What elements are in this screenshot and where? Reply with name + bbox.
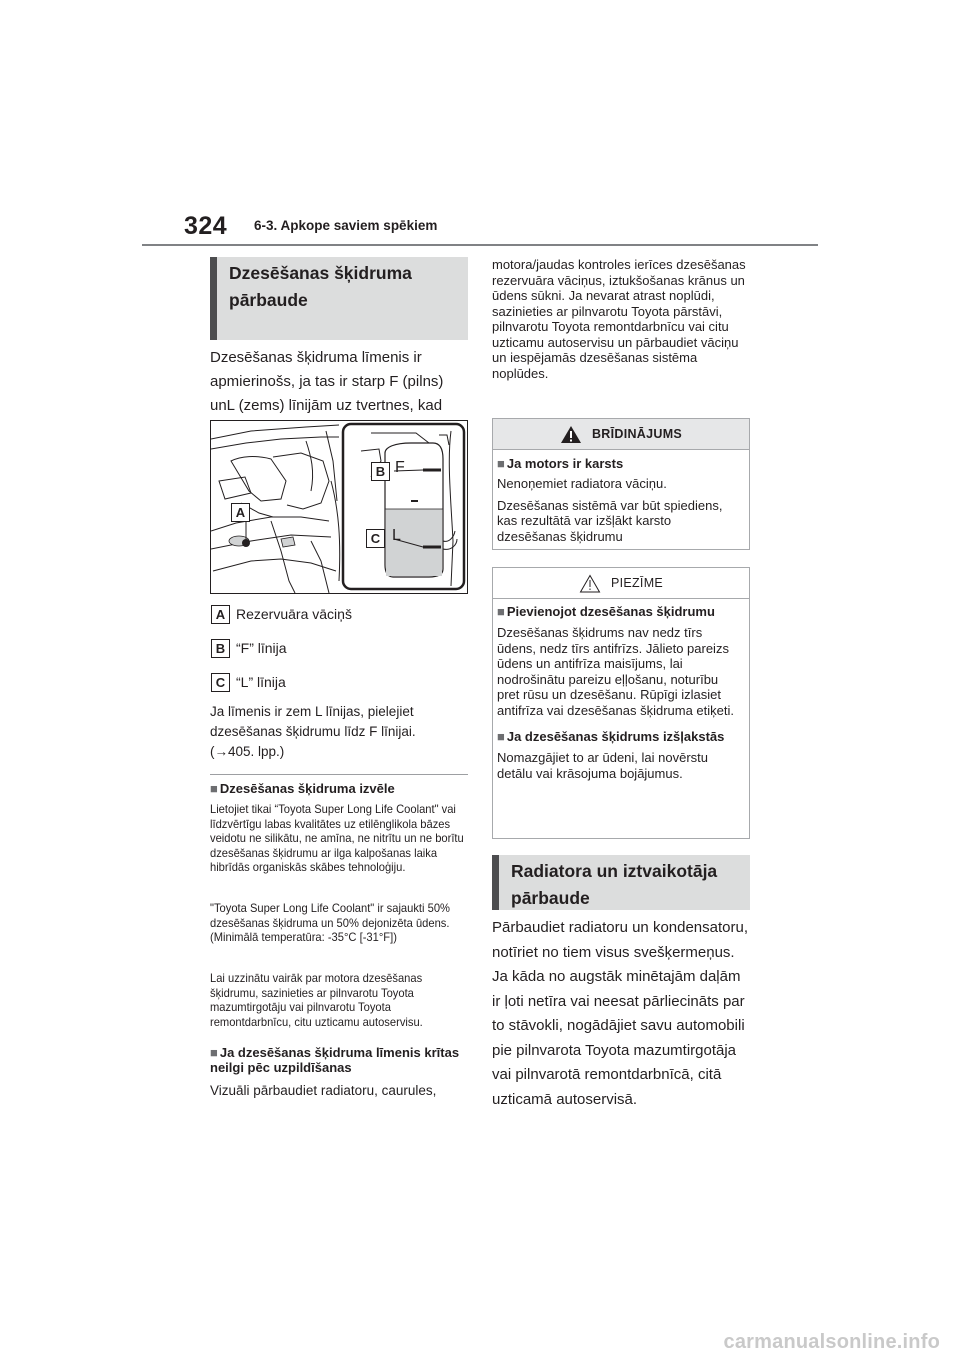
figure-label-b: B [371, 462, 390, 481]
square-bullet-icon: ■ [210, 781, 218, 796]
legend-text-b: “F” līnija [236, 640, 287, 656]
refill-reference: (→405. lpp.) [210, 744, 285, 759]
header-rule [142, 244, 818, 246]
coolant-check-heading: Dzesēšanas šķidruma pārbaude [210, 257, 468, 340]
warning-header [493, 419, 749, 450]
level-drop-text: Vizuāli pārbaudiet radiatoru, caurules, [210, 1083, 437, 1098]
square-bullet-icon: ■ [497, 456, 505, 471]
notice-item1-title [497, 604, 741, 619]
square-bullet-icon: ■ [497, 604, 505, 619]
warning-line1: Nenoņemiet radiatora vāciņu. [497, 476, 667, 491]
radiator-check-text: Pārbaudiet radiatoru un kondensatoru, notīriet no tiem visus svešķermeņus. Ja kāda no augstāk minētajām daļām ir ļoti netīra vai neesat pārliecināts par to stāvokli, nogādājiet savu automobili pie pilnvarota Toyota mazumtirgotāja vai pilnvarotā remontdarbnīcā, citā uzticamā autoservisā. [492, 919, 749, 1108]
coolant-selection-title-text: Dzesēšanas šķidruma izvēle [219, 781, 395, 796]
warning-item-title-text: Ja motors ir karsts [506, 456, 624, 471]
warning-title: BRĪDINĀJUMS [591, 427, 683, 441]
warning-item-title [497, 456, 741, 471]
section-divider [210, 774, 468, 775]
figure-label-c: C [366, 529, 385, 548]
coolant-reservoir-figure [210, 420, 468, 594]
notice-item2-text: Nomazgājiet to ar ūdeni, lai novērstu detālu vai krāsojuma bojājumus. [497, 750, 709, 781]
figure-label-a: A [231, 503, 250, 522]
caution-triangle-outline-icon [579, 574, 601, 593]
legend-text-a: Rezervuāra vāciņš [236, 606, 352, 622]
coolant-selection-para1: Lietojiet tikai “Toyota Super Long Life Coolant" vai līdzvērtīgu labas kvalitātes uz etilēnglikola bāzes veidotu ne silikātu, ne amīna, ne nitrītu un ne borītu dzesēšanas šķidrumu ar ilga kalpošanas laika hibrīdās organiskās skābes tehnoloģiju. [210, 802, 464, 874]
notice-item1-title-text: Pievienojot dzesēšanas šķidrumu [506, 604, 715, 619]
legend-key-b: B [211, 639, 230, 658]
notice-title: PIEZĪME [610, 576, 664, 590]
leak-check-continuation: motora/jaudas kontroles ierīces dzesēšanas rezervuāra vāciņus, iztukšošanas krānus un ūdens sūkni. Ja nevarat atrast noplūdi, sazinieties ar pilnvarotu Toyota pārstāvi, pilnvarotu Toyota remontdarbnīcu vai citu uzticamu autoservisu un pārbaudiet vāciņu un iespējamās dzesēšanas sistēma noplūdes. [492, 257, 746, 381]
level-drop-title [210, 1045, 468, 1075]
legend-item-c [211, 672, 286, 692]
coolant-selection-para3: Lai uzzinātu vairāk par motora dzesēšanas šķidrumu, sazinieties ar pilnvarotu Toyota mazumtirgotāju vai pilnvarotu Toyota remontdarbnīcu, citu uzticamu autoservisu. [210, 971, 423, 1029]
notice-item1-text: Dzesēšanas šķidrums nav nedz tīrs ūdens, nedz tīrs antifrīzs. Jālieto pareizs ūdens un antifrīza maisījums, lai nodrošinātu pareizu eļļošanu, noturību pret rūsu un dzesēšanu. Rūpīgi izlasiet antifrīza vai dzesēšanas šķidruma etiķeti. [497, 625, 734, 718]
coolant-intro-text: Dzesēšanas šķidruma līmenis ir apmierinošs, ja tas ir starp F (pilns) unL (zems) līnijām uz tvertnes, kad [210, 349, 444, 414]
refill-note [210, 702, 468, 762]
radiator-check-heading: Radiatora un iztvaikotāja pārbaude [492, 855, 750, 910]
section-title: 6-3. Apkope saviem spēkiem [254, 218, 438, 233]
notice-item2-title [497, 729, 741, 744]
coolant-selection-title [210, 781, 468, 796]
notice-panel [492, 567, 750, 839]
legend-text-c: “L” līnija [236, 674, 286, 690]
warning-triangle-icon [560, 425, 582, 444]
figure-f-mark: F [395, 459, 405, 476]
page-number: 324 [184, 212, 228, 240]
warning-line2: Dzesēšanas sistēmā var būt spiediens, kas rezultātā var izšļākt karsto dzesēšanas šķidrumu [497, 497, 723, 544]
notice-item2-title-text: Ja dzesēšanas šķidrums izšļakstās [506, 729, 725, 744]
notice-header [493, 568, 749, 599]
square-bullet-icon: ■ [497, 729, 505, 744]
level-drop-title-text: Ja dzesēšanas šķidruma līmenis krītas neilgi pēc uzpildīšanas [210, 1045, 460, 1075]
legend-item-a [211, 604, 352, 624]
square-bullet-icon: ■ [210, 1045, 218, 1060]
refill-note-text: Ja līmenis ir zem L līnijas, pielejiet dzesēšanas šķidrumu līdz F līnijai. [210, 704, 416, 739]
legend-item-b [211, 638, 287, 658]
coolant-selection-para2: "Toyota Super Long Life Coolant" ir sajaukti 50% dzesēšanas šķidruma un 50% dejonizēta ūdens. (Minimālā temperatūra: -35°C [-31°F]) [210, 901, 450, 944]
legend-key-a: A [211, 605, 230, 624]
legend-key-c: C [211, 673, 230, 692]
figure-l-mark: L [392, 527, 401, 544]
site-watermark: carmanualsonline.info [723, 1331, 940, 1353]
warning-panel [492, 418, 750, 550]
